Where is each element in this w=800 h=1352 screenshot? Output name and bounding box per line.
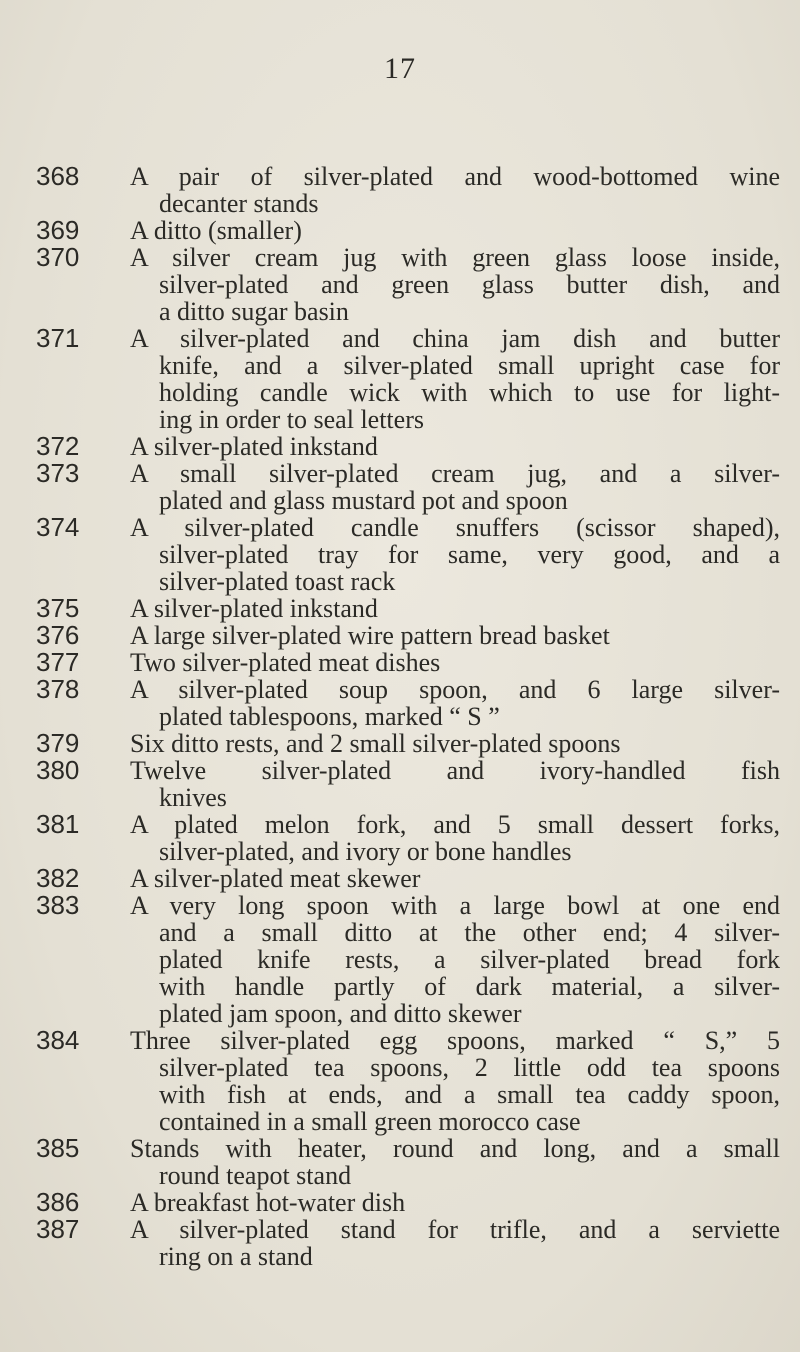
lot-number: 368 <box>36 161 80 191</box>
lot-number: 379 <box>36 728 80 758</box>
lot-description <box>130 460 780 514</box>
lot-entry <box>0 1027 800 1135</box>
lot-description <box>130 1135 780 1189</box>
description-line: silver-plated and green glass butter dish, and <box>159 270 780 299</box>
lot-entry <box>0 649 800 676</box>
description-line: plated tablespoons, marked “ S ” <box>159 702 500 731</box>
description-line: A very long spoon with a large bowl at one end <box>130 891 780 920</box>
description-line: A breakfast hot-water dish <box>130 1188 406 1217</box>
lot-number: 386 <box>36 1187 80 1217</box>
description-line: holding candle wick with which to use for light- <box>159 378 780 407</box>
lot-entry <box>0 622 800 649</box>
lot-entry <box>0 1135 800 1189</box>
lot-description <box>130 244 780 325</box>
description-line: round teapot stand <box>159 1161 352 1190</box>
description-line: silver-plated tray for same, very good, and a <box>159 540 780 569</box>
lot-number: 378 <box>36 674 80 704</box>
description-line: A large silver-plated wire pattern bread basket <box>130 621 610 650</box>
lot-number: 376 <box>36 620 80 650</box>
description-line: knives <box>159 783 227 812</box>
description-line: plated and glass mustard pot and spoon <box>159 486 568 515</box>
description-line: decanter stands <box>159 189 319 218</box>
description-line: ring on a stand <box>159 1242 313 1271</box>
description-line: A silver-plated soup spoon, and 6 large silver- <box>130 675 780 704</box>
lot-description <box>130 1189 780 1216</box>
lot-number: 382 <box>36 863 80 893</box>
description-line: A silver-plated inkstand <box>130 594 378 623</box>
description-line: Three silver-plated egg spoons, marked “ S,” 5 <box>130 1026 780 1055</box>
description-line: A silver-plated and china jam dish and butter <box>130 324 780 353</box>
description-line: A small silver-plated cream jug, and a silver- <box>130 459 780 488</box>
lot-description <box>130 649 780 676</box>
description-line: A ditto (smaller) <box>130 216 302 245</box>
lot-description <box>130 1216 780 1270</box>
lot-description <box>130 730 780 757</box>
description-line: A silver-plated stand for trifle, and a serviette <box>130 1215 780 1244</box>
description-line: and a small ditto at the other end; 4 silver- <box>159 918 780 947</box>
lot-description <box>130 622 780 649</box>
description-line: with fish at ends, and a small tea caddy spoon, <box>159 1080 780 1109</box>
description-line: Two silver-plated meat dishes <box>130 648 441 677</box>
description-line: silver-plated tea spoons, 2 little odd tea spoons <box>159 1053 780 1082</box>
lot-number: 385 <box>36 1133 80 1163</box>
lot-entry <box>0 676 800 730</box>
description-line: Twelve silver-plated and ivory-handled fish <box>130 756 780 785</box>
lot-description <box>130 325 780 433</box>
lot-description <box>130 1027 780 1135</box>
description-line: silver-plated toast rack <box>159 567 396 596</box>
description-line: knife, and a silver-plated small upright case for <box>159 351 780 380</box>
lot-description <box>130 595 780 622</box>
description-line: A silver-plated inkstand <box>130 432 378 461</box>
description-line: plated knife rests, a silver-plated bread fork <box>159 945 780 974</box>
lot-number: 380 <box>36 755 80 785</box>
lot-entry <box>0 514 800 595</box>
description-line: a ditto sugar basin <box>159 297 349 326</box>
description-line: plated jam spoon, and ditto skewer <box>159 999 522 1028</box>
description-line: Stands with heater, round and long, and a small <box>130 1134 780 1163</box>
lot-number: 371 <box>36 323 80 353</box>
page-number: 17 <box>384 52 416 85</box>
lot-number: 375 <box>36 593 80 623</box>
lot-entry <box>0 811 800 865</box>
lot-entry <box>0 217 800 244</box>
lot-number: 377 <box>36 647 80 677</box>
lot-description <box>130 163 780 217</box>
lot-number: 372 <box>36 431 80 461</box>
lot-list <box>0 163 800 1270</box>
description-line: contained in a small green morocco case <box>159 1107 581 1136</box>
lot-entry <box>0 460 800 514</box>
description-line: A pair of silver-plated and wood-bottomed wine <box>130 162 780 191</box>
lot-description <box>130 676 780 730</box>
lot-entry <box>0 1189 800 1216</box>
lot-number: 387 <box>36 1214 80 1244</box>
lot-description <box>130 433 780 460</box>
lot-entry <box>0 757 800 811</box>
description-line: with handle partly of dark material, a silver- <box>159 972 780 1001</box>
lot-number: 383 <box>36 890 80 920</box>
lot-entry <box>0 325 800 433</box>
lot-number: 384 <box>36 1025 80 1055</box>
description-line: A silver cream jug with green glass loose inside, <box>130 243 780 272</box>
description-line: A plated melon fork, and 5 small dessert forks, <box>130 810 780 839</box>
lot-description <box>130 892 780 1027</box>
lot-number: 369 <box>36 215 80 245</box>
lot-entry <box>0 595 800 622</box>
lot-entry <box>0 865 800 892</box>
lot-entry <box>0 730 800 757</box>
lot-description <box>130 865 780 892</box>
description-line: silver-plated, and ivory or bone handles <box>159 837 572 866</box>
lot-description <box>130 811 780 865</box>
lot-description <box>130 514 780 595</box>
description-line: ing in order to seal letters <box>159 405 424 434</box>
lot-entry <box>0 892 800 1027</box>
lot-entry <box>0 244 800 325</box>
description-line: A silver-plated meat skewer <box>130 864 421 893</box>
description-line: A silver-plated candle snuffers (scissor shaped), <box>130 513 780 542</box>
lot-entry <box>0 163 800 217</box>
lot-entry <box>0 433 800 460</box>
lot-number: 374 <box>36 512 80 542</box>
lot-number: 373 <box>36 458 80 488</box>
lot-description <box>130 757 780 811</box>
lot-description <box>130 217 780 244</box>
description-line: Six ditto rests, and 2 small silver-plated spoons <box>130 729 621 758</box>
lot-entry <box>0 1216 800 1270</box>
lot-number: 381 <box>36 809 80 839</box>
lot-number: 370 <box>36 242 80 272</box>
